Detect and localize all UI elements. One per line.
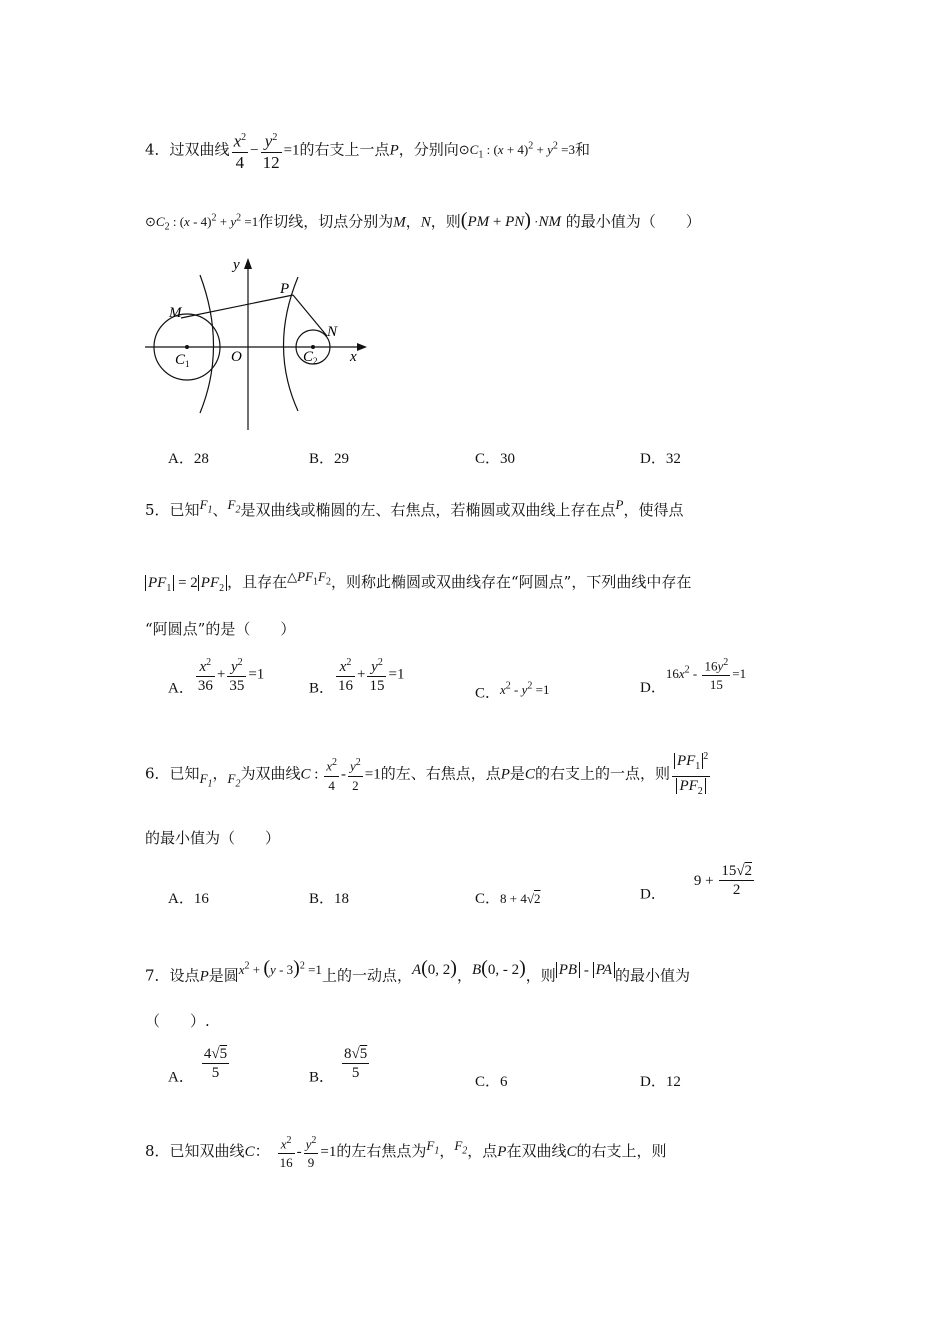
label-n: N	[327, 324, 338, 340]
q4-text: 过双曲线	[169, 140, 230, 159]
q8-text: 的左右焦点为	[336, 1142, 427, 1161]
q8-text: ，点	[467, 1142, 498, 1161]
q4-line-2	[145, 208, 701, 239]
q7-text: ，则	[525, 966, 556, 985]
option-label: B．	[309, 451, 335, 467]
option-label: C．	[475, 451, 501, 467]
q6-text: 的左、右焦点，点	[380, 764, 501, 783]
hyperbola-left-branch	[200, 275, 214, 413]
q5-option-b: B． $\frac{x^2}{16}$ + $\frac{y^2}{15}$ =1	[309, 654, 404, 700]
center-c1	[185, 345, 189, 349]
x-axis-arrow	[357, 343, 367, 351]
math-fraction: $\frac{15√2}{2}$	[721, 863, 753, 898]
math-fraction: $\frac{PF_1^2}{PF_2}$	[672, 748, 710, 801]
option-label: B．	[309, 1069, 335, 1086]
math-var: P	[389, 142, 399, 159]
option-label: D．	[640, 1074, 666, 1090]
q6-line-2	[145, 827, 280, 849]
q8-text: ，	[439, 1142, 455, 1161]
y-axis-arrow	[244, 258, 252, 269]
option-label: D．	[640, 680, 666, 697]
math-fraction: $\frac{x^2}{16}$	[278, 1132, 295, 1172]
math-f2: $F_2$	[454, 1138, 468, 1157]
math-condition: $PF_1 = 2$ $PF_2$	[145, 575, 227, 591]
question-number: 5．	[145, 501, 170, 519]
math-var: N	[420, 214, 431, 231]
q8-text: 已知双曲线	[169, 1142, 245, 1161]
q7-text: ，	[456, 966, 472, 985]
q8-text: 在双曲线	[506, 1142, 567, 1161]
q4-text: 和	[574, 140, 590, 159]
q4-line-1: 4．过双曲线 $\frac{x^2}{4}$ − $\frac{y^2}{12}$ =1的右支上一点P，分别向$⊙C_1$ : $(x + 4)^2 + y^2 =3$和	[145, 128, 590, 173]
option-label: A．	[168, 451, 194, 467]
math-fraction: $\frac{y^2}{2}$	[348, 754, 363, 794]
q4-option-a	[168, 447, 209, 470]
tangent-pm	[181, 295, 293, 318]
question-number: 8．	[145, 1142, 170, 1161]
q4-option-b	[309, 447, 349, 470]
q4-text: ，则	[430, 212, 461, 231]
option-value: 29	[334, 451, 350, 467]
option-value: 16	[193, 891, 209, 907]
math-circle: $x^2 + (y - 3)^2 =1$	[238, 957, 322, 980]
label-y: y	[233, 257, 240, 273]
q5-option-a: A． $\frac{x^2}{36}$ + $\frac{y^2}{35}$ =1	[168, 654, 264, 700]
q5-text: ，使得点	[623, 501, 684, 519]
math-fraction: $\frac{x^2}{4}$	[232, 128, 249, 173]
math-var: P	[615, 497, 624, 512]
math-expr: $x^2 - y^2 =1$	[500, 681, 550, 698]
q4-option-c	[475, 447, 515, 470]
math-fraction: $\frac{y^2}{15}$	[367, 654, 386, 695]
math-point-a: A(0, 2)	[411, 957, 457, 980]
math-var: C	[566, 1144, 577, 1161]
question-number: 7．	[145, 966, 170, 985]
q7-text: 的最小值为	[615, 966, 691, 985]
option-label: B．	[309, 891, 335, 907]
label-m: M	[169, 305, 182, 321]
math-fraction: $\frac{8√5}{5}$	[344, 1046, 368, 1081]
q6-text: 已知	[169, 764, 200, 783]
math-expr: PB - PA	[556, 962, 615, 978]
math-var: P	[199, 968, 209, 985]
math-vector-expr: (PM + PN) ·NM	[460, 209, 562, 232]
q6-text: 的右支上的一点，则	[534, 764, 670, 783]
q7-text: 设点	[169, 966, 200, 985]
q7-option-a	[168, 1045, 231, 1089]
option-label: C．	[475, 891, 501, 907]
option-label: B．	[309, 680, 335, 697]
option-value: 6	[500, 1074, 508, 1090]
label-o: O	[231, 349, 242, 365]
q5-option-c	[475, 676, 550, 704]
option-value: 30	[500, 451, 516, 467]
q7-option-d	[640, 1070, 681, 1093]
option-label: D．	[640, 886, 666, 903]
math-f1: $F_1$	[199, 770, 213, 790]
math-f2: $F_2$	[227, 770, 241, 790]
label-c2: C	[303, 349, 314, 365]
option-label: C．	[475, 685, 501, 702]
label-c1-sub: 1	[185, 359, 190, 369]
option-value: 12	[665, 1074, 681, 1090]
option-label: C．	[475, 1074, 501, 1090]
q6-option-b	[309, 887, 349, 910]
q4-text: ，	[405, 212, 421, 231]
hyperbola-figure	[145, 255, 375, 435]
math-fraction: $\frac{4√5}{5}$	[203, 1046, 228, 1081]
math-expr: 8 + 4√2	[500, 891, 541, 906]
q5-text: ，则称此椭圆或双曲线存在“阿圆点”，下列曲线中存在	[330, 573, 692, 591]
q6-line-1: 6．已知$F_1$，$F_2$为双曲线C : $\frac{x^2}{4}$ - $\frac{y^2}{2}$ =1的左、右焦点，点P是C的右支上的一点，则 $\frac{PF_1^2}{PF_2}$	[145, 748, 712, 801]
q4-text: 作切线，切点分别为	[258, 212, 394, 231]
label-x: x	[350, 349, 357, 365]
q5-line-3	[145, 618, 295, 640]
math-fraction: $\frac{x^2}{36}$	[196, 654, 215, 695]
math-fraction: $\frac{y^2}{12}$	[261, 128, 282, 173]
math-fraction: $\frac{y^2}{9}$	[304, 1132, 319, 1172]
label-p: P	[280, 281, 290, 297]
option-label: A．	[168, 1069, 194, 1086]
option-label: D．	[640, 451, 666, 467]
math-var: M	[393, 214, 406, 231]
q6-option-a	[168, 887, 209, 910]
q8-text: ：	[254, 1142, 270, 1161]
q5-text: 、	[212, 501, 228, 519]
q5-option-d: D．$16x^2$ - $\frac{16y^2}{15}$ =1	[640, 654, 746, 699]
math-circle-c1: $⊙C_1$ : $(x + 4)^2 + y^2 =3$	[458, 141, 575, 161]
math-f1: $F_1$	[426, 1138, 440, 1157]
q7-line-2	[145, 1010, 210, 1032]
math-var: C	[524, 766, 535, 783]
math-f1: $F_1$	[199, 497, 213, 516]
q8-line-1: 8．已知双曲线C： $\frac{x^2}{16}$ - $\frac{y^2}{9}$ =1的左右焦点为$F_1$，$F_2$，点P在双曲线C的右支上，则	[145, 1132, 667, 1172]
math-triangle: $\triangle PF_1F_2$	[287, 569, 331, 588]
math-var: P	[497, 1144, 507, 1161]
label-c1: C	[175, 352, 186, 368]
q4-text: ，分别向	[398, 140, 459, 159]
q6-text: 的最小值为（ ）	[145, 829, 281, 847]
q7-text: （ ）.	[145, 1012, 210, 1030]
q7-text: 是圆	[208, 966, 239, 985]
label-c2-sub: 2	[313, 356, 318, 366]
q5-text: 是双曲线或椭圆的左、右焦点，若椭圆或双曲线上存在点	[240, 501, 616, 519]
q6-option-d: D．9 + $\frac{15√2}{2}$	[640, 863, 753, 903]
q7-option-c	[475, 1070, 508, 1093]
q5-text: “阿圆点”的是（ ）	[145, 620, 296, 638]
math-point-b: B(0, - 2)	[471, 957, 526, 980]
q8-text: 的右支上，则	[576, 1142, 667, 1161]
q6-text: 为双曲线	[240, 764, 301, 783]
question-number: 6．	[145, 764, 170, 783]
option-label: A．	[168, 891, 194, 907]
q5-line-2	[145, 566, 691, 600]
q6-text: ，	[212, 764, 228, 783]
q6-text: 是	[509, 764, 525, 783]
option-value: 18	[334, 891, 350, 907]
q6-option-c	[475, 887, 540, 910]
q5-line-1	[145, 494, 683, 522]
q7-option-b	[309, 1045, 371, 1089]
math-fraction: $\frac{y^2}{35}$	[227, 654, 246, 695]
q7-text: 上的一动点，	[321, 966, 412, 985]
math-fraction: $\frac{x^2}{4}$	[324, 754, 339, 794]
question-number: 4．	[145, 140, 170, 159]
math-var: P	[500, 766, 510, 783]
math-fraction: $\frac{16y^2}{15}$	[702, 654, 730, 694]
math-f2: $F_2$	[227, 497, 241, 516]
q4-text: 的最小值为（ ）	[565, 212, 701, 231]
math-circle-c2: $⊙C_2$ : $(x - 4)^2 + y^2 =1$	[145, 213, 259, 233]
math-fraction: $\frac{x^2}{16}$	[336, 654, 355, 695]
math-var: C	[300, 766, 311, 783]
option-value: 28	[193, 451, 209, 467]
q5-text: 已知	[169, 501, 200, 519]
q4-option-d	[640, 447, 681, 470]
math-var: C	[244, 1144, 255, 1161]
option-label: A．	[168, 680, 194, 697]
option-value: 32	[665, 451, 681, 467]
q5-text: ，且存在	[227, 573, 288, 591]
q7-line-1	[145, 956, 690, 987]
q4-text: 的右支上一点	[299, 140, 390, 159]
